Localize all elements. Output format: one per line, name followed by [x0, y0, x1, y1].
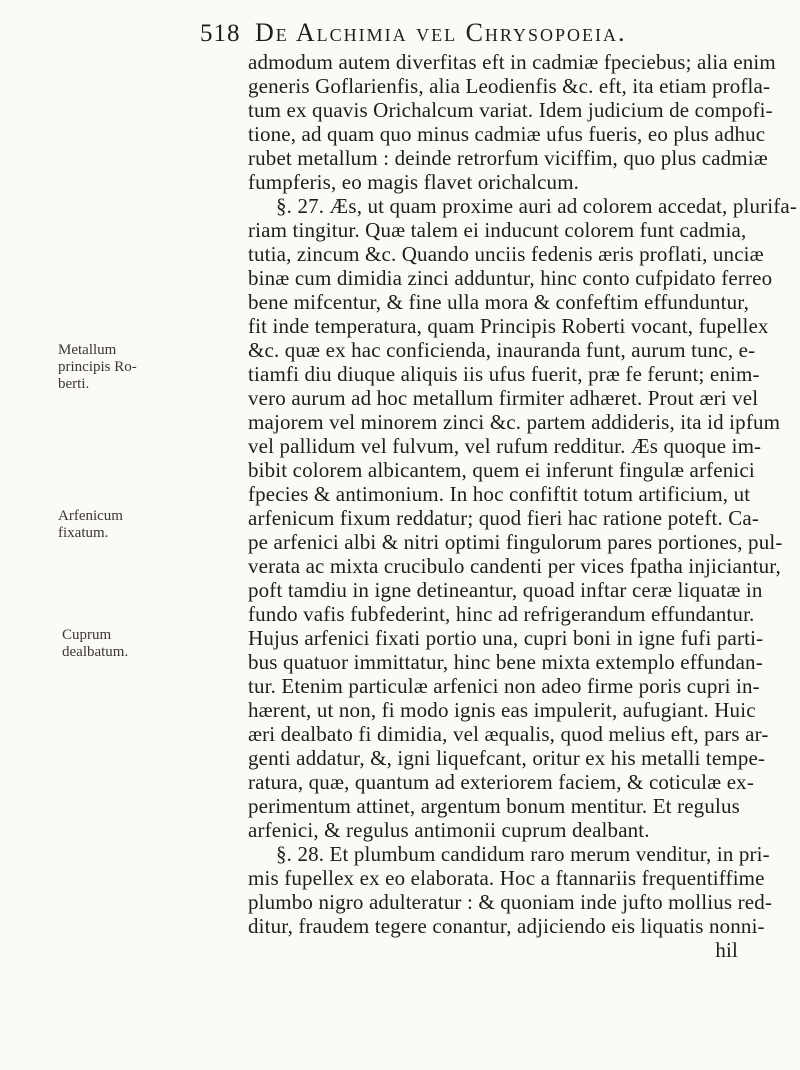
marginal-note-metallum [58, 342, 158, 393]
text-line: fit inde temperatura, quam Principis Roberti vocant, fupellex [248, 314, 769, 338]
text-line: &c. quæ ex hac conficienda, inauranda funt, aurum tunc, e- [248, 338, 756, 362]
text-line: ditur, fraudem tegere conantur, adjiciendo eis liquatis nonni- [248, 914, 765, 938]
text-line: arfenicum fixum reddatur; quod fieri hac ratione poteft. Ca- [248, 506, 760, 530]
text-line: §. 28. Et plumbum candidum raro merum venditur, in pri- [276, 842, 770, 866]
text-line: tiamfi diu diuque aliquis iis ufus fuerit, præ fe ferunt; enim- [248, 362, 760, 386]
text-line: tum ex quavis Orichalcum variat. Idem judicium de compofi- [248, 98, 773, 122]
text-line: §. 27. Æs, ut quam proxime auri ad colorem accedat, plurifa- [276, 194, 797, 218]
text-line: tur. Etenim particulæ arfenici non adeo firme poris cupri in- [248, 674, 760, 698]
marginal-note-cuprum [62, 627, 162, 661]
marginal-note-line: Cuprum [62, 627, 112, 643]
text-line: fundo vafis fubfederint, hinc ad refrigerandum effundantur. [248, 602, 755, 626]
text-line: genti addatur, &, igni liquefcant, oritur ex his metalli tempe- [248, 746, 766, 770]
page-number: 518 [200, 20, 241, 47]
text-line: mis fupellex ex eo elaborata. Hoc a ftannariis frequentiffime [248, 866, 765, 890]
marginal-note-line: berti. [58, 376, 90, 392]
text-line: rubet metallum : deinde retrorfum viciffim, quo plus cadmiæ [248, 146, 768, 170]
text-line: binæ cum dimidia zinci adduntur, hinc conto cufpidato ferreo [248, 266, 773, 290]
marginal-note-line: Metallum [58, 342, 117, 358]
text-line: Hujus arfenici fixati portio una, cupri boni in igne fufi parti- [248, 626, 764, 650]
text-line: fpecies & antimonium. In hoc confiftit totum artificium, ut [248, 482, 751, 506]
text-line: generis Goflarienfis, alia Leodienfis &c. eft, ita etiam profla- [248, 74, 771, 98]
marginal-note-arsenicum [58, 508, 158, 542]
text-line: poft tamdiu in igne detineantur, quoad inftar ceræ liquatæ in [248, 578, 763, 602]
text-line: tutia, zincum &c. Quando unciis fedenis æris proflati, unciæ [248, 242, 764, 266]
page-header [200, 14, 740, 54]
text-line: bus quatuor immittatur, hinc bene mixta extemplo effundan- [248, 650, 763, 674]
text-line: plumbo nigro adulteratur : & quoniam inde jufto mollius red- [248, 890, 772, 914]
text-line: admodum autem diverfitas eft in cadmiæ fpeciebus; alia enim [248, 50, 776, 74]
marginal-note-line: Arfenicum [58, 508, 123, 524]
text-line: perimentum attinet, argentum bonum mentitur. Et regulus [248, 794, 740, 818]
marginal-note-line: fixatum. [58, 525, 109, 541]
text-line: vero aurum ad hoc metallum firmiter adhæret. Prout æri vel [248, 386, 759, 410]
text-line: hil [715, 938, 738, 962]
text-line: majorem vel minorem zinci &c. partem addideris, ita id ipfum [248, 410, 781, 434]
text-line: bene mifcentur, & fine ulla mora & confeftim effunduntur, [248, 290, 749, 314]
text-line: riam tingitur. Quæ talem ei inducunt colorem funt cadmia, [248, 218, 747, 242]
marginal-note-line: principis Ro- [58, 359, 137, 375]
text-line: verata ac mixta crucibulo candenti per vices fpatha injiciantur, [248, 554, 781, 578]
text-line: bibit colorem albicantem, quem ei inferunt fingulæ arfenici [248, 458, 755, 482]
text-line: pe arfenici albi & nitri optimi fingulorum pares portiones, pul- [248, 530, 783, 554]
text-line: tione, ad quam quo minus cadmiæ ufus fueris, eo plus adhuc [248, 122, 766, 146]
marginal-note-line: dealbatum. [62, 644, 129, 660]
text-line: ratura, quæ, quantum ad exteriorem faciem, & coticulæ ex- [248, 770, 754, 794]
text-line: arfenici, & regulus antimonii cuprum dealbant. [248, 818, 650, 842]
text-line: hærent, ut non, fi modo ignis eas impulerit, aufugiant. Huic [248, 698, 756, 722]
text-line: æri dealbato fi dimidia, vel æqualis, quod melius eft, pars ar- [248, 722, 769, 746]
text-line: fumpferis, eo magis flavet orichalcum. [248, 170, 580, 194]
running-head: De Alchimia vel Chrysopoeia. [255, 18, 627, 47]
text-line: vel pallidum vel fulvum, vel rufum redditur. Æs quoque im- [248, 434, 762, 458]
